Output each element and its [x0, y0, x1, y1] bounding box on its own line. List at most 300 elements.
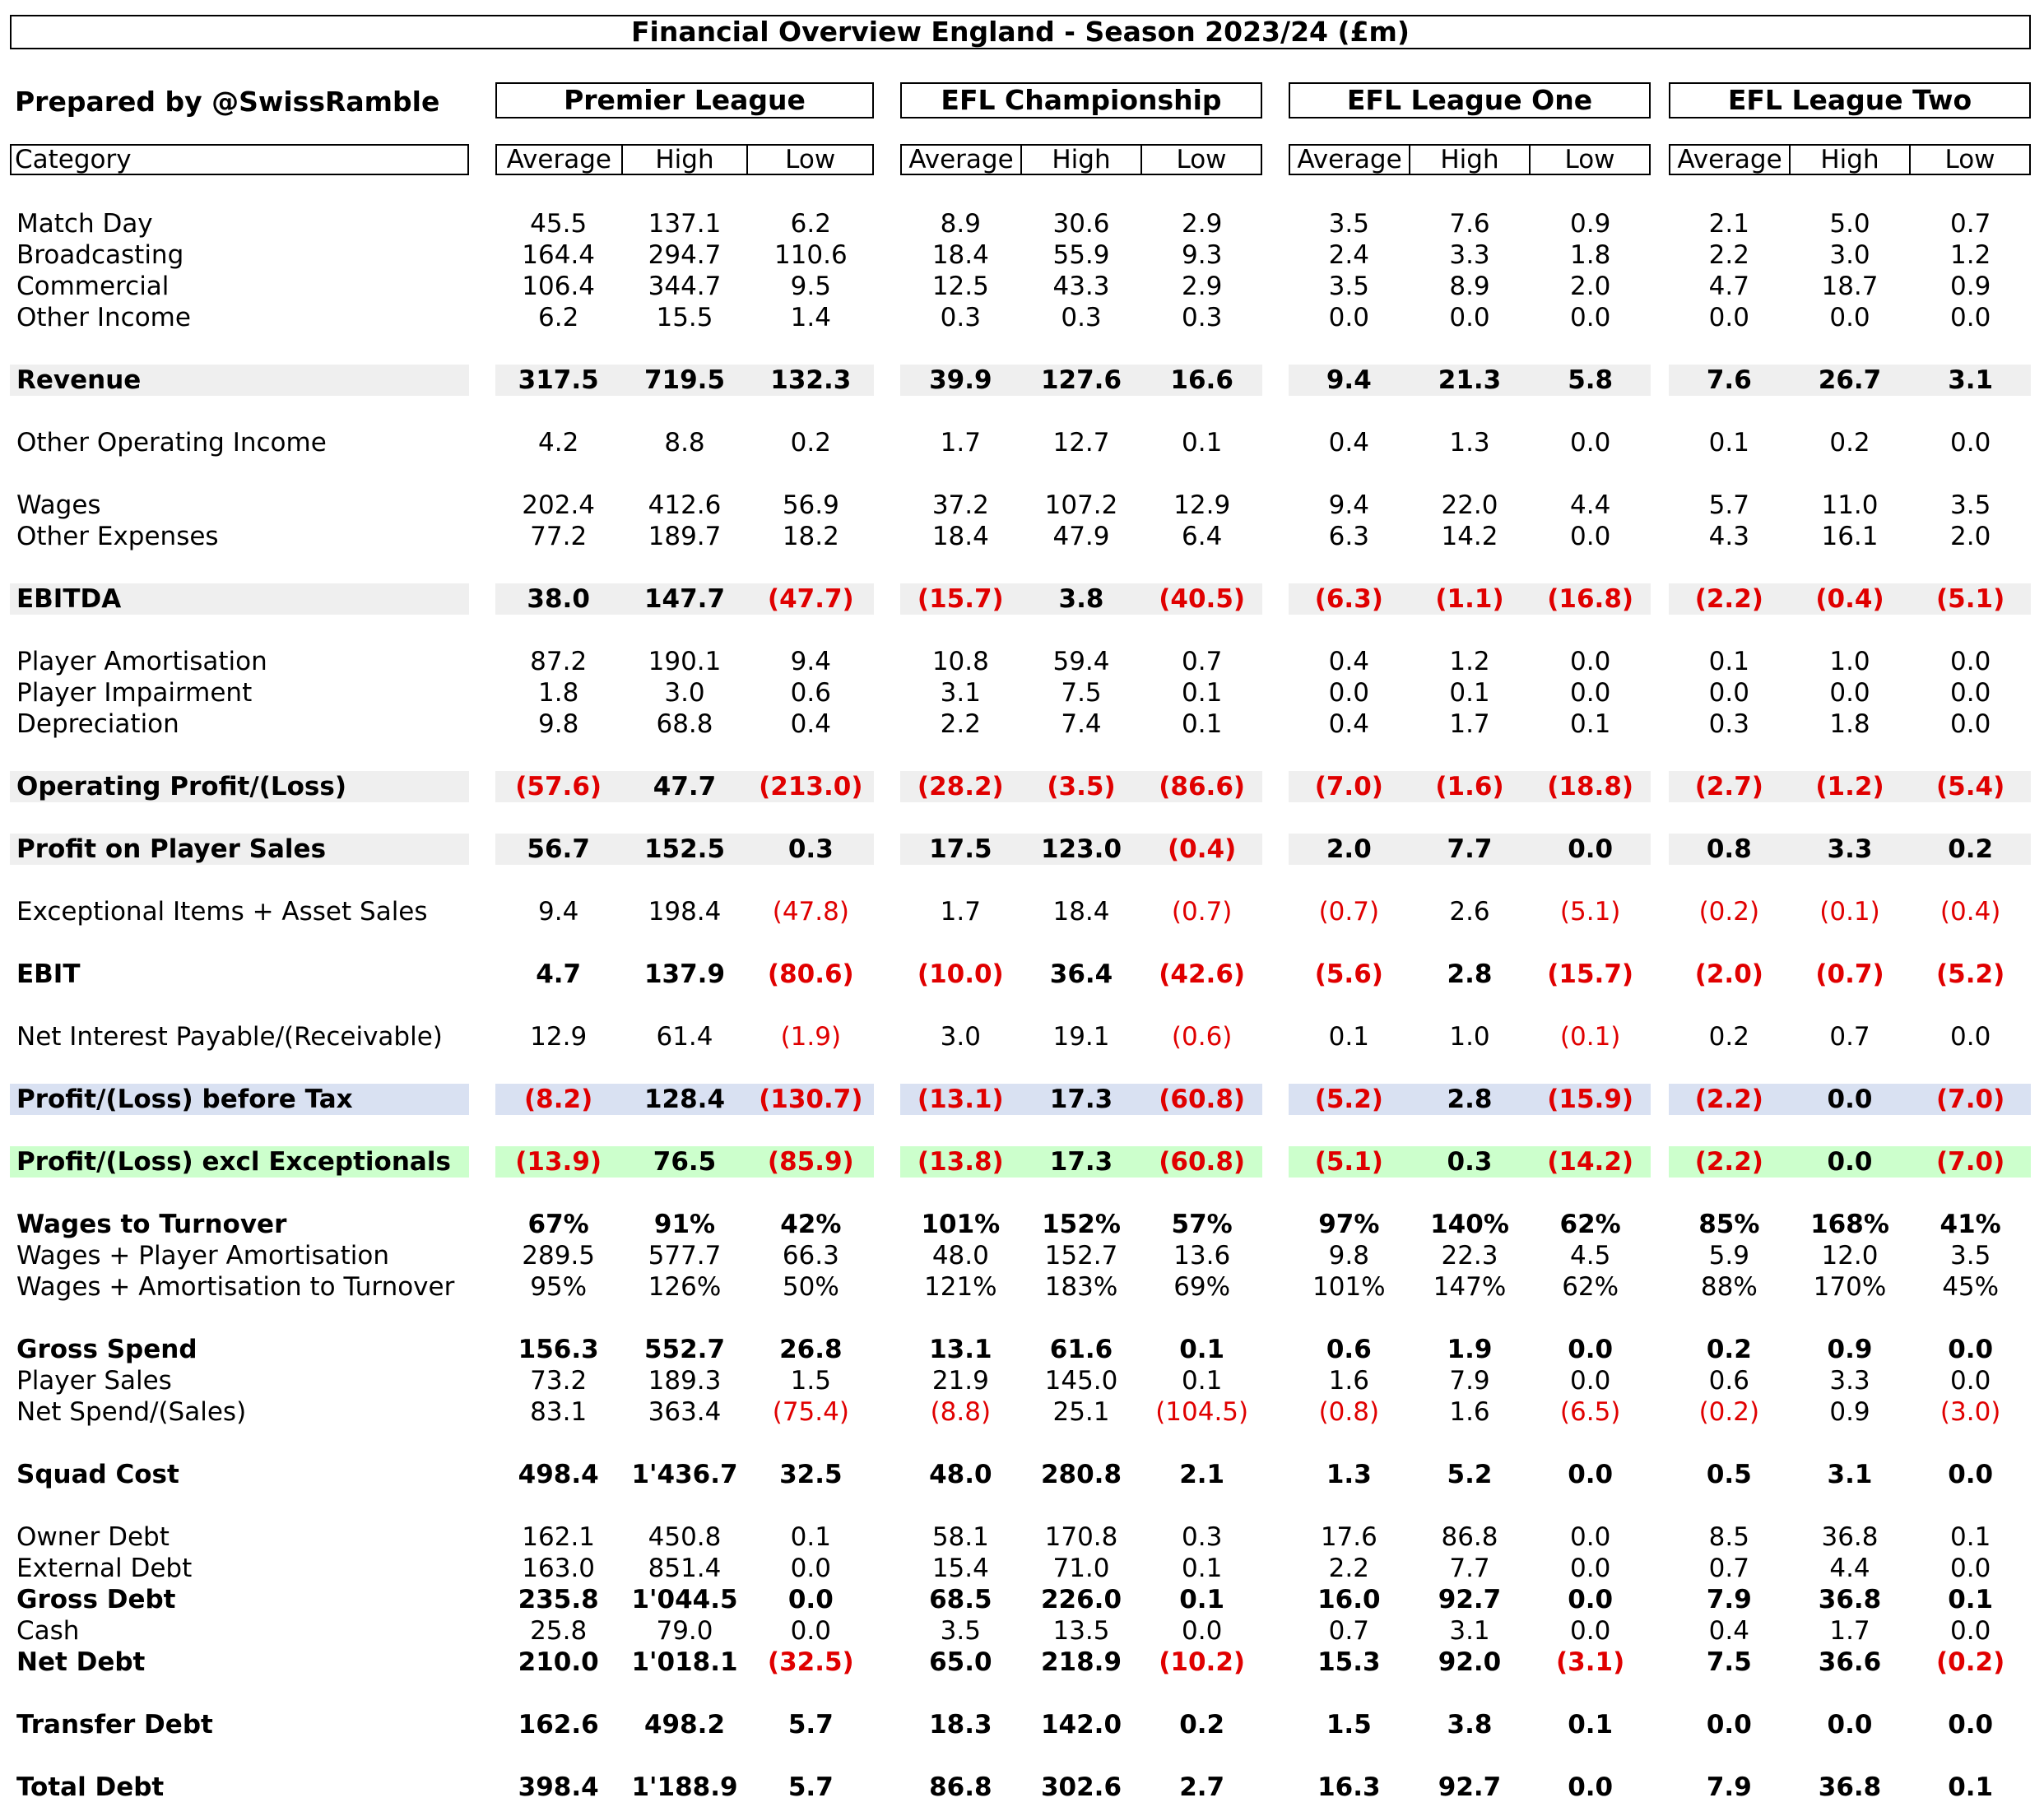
table-cell: 1'018.1 [631, 1647, 738, 1677]
table-cell: 13.1 [929, 1335, 992, 1364]
table-cell: 0.0 [1950, 303, 1991, 332]
table-cell: 164.4 [522, 240, 596, 270]
table-cell: 1.7 [1449, 709, 1490, 739]
table-cell: 0.0 [1570, 647, 1611, 676]
table-cell: 7.6 [1449, 209, 1490, 239]
table-cell: 7.9 [1449, 1366, 1490, 1396]
table-cell: (13.1) [917, 1085, 1004, 1114]
table-cell: 0.3 [787, 834, 834, 864]
table-cell: 2.0 [1570, 272, 1611, 301]
table-cell: 0.0 [1950, 1554, 1991, 1583]
table-cell: 0.2 [1708, 1022, 1749, 1052]
table-cell: 68.8 [656, 709, 713, 739]
table-cell: 0.1 [1568, 1710, 1614, 1740]
table-cell: 0.4 [790, 709, 831, 739]
table-cell: 26.8 [779, 1335, 843, 1364]
table-cell: 280.8 [1040, 1460, 1122, 1489]
table-cell: 0.7 [1328, 1616, 1369, 1646]
table-cell: 107.2 [1044, 490, 1118, 520]
table-cell: (5.2) [1314, 1085, 1383, 1114]
table-cell: 1.7 [940, 428, 981, 458]
table-cell: 45.5 [530, 209, 588, 239]
table-cell: 110.6 [773, 240, 848, 270]
table-cell: 162.1 [522, 1522, 596, 1552]
table-cell: (80.6) [767, 959, 854, 989]
table-cell: 16.3 [1317, 1772, 1381, 1802]
table-cell: (8.2) [524, 1085, 593, 1114]
subheader-average: Average [506, 145, 611, 174]
table-cell: 6.2 [790, 209, 831, 239]
table-cell: 0.0 [1829, 303, 1870, 332]
table-cell: 36.8 [1818, 1585, 1882, 1614]
table-cell: 12.9 [530, 1022, 588, 1052]
table-cell: 17.5 [929, 834, 992, 864]
table-cell: 18.2 [782, 522, 839, 551]
table-cell: 3.8 [1447, 1710, 1493, 1740]
table-cell: 0.0 [1182, 1616, 1223, 1646]
table-cell: 1.9 [1447, 1335, 1493, 1364]
table-cell: 62% [1562, 1272, 1619, 1302]
table-cell: 8.9 [940, 209, 981, 239]
table-cell: 0.0 [1950, 678, 1991, 708]
table-cell: 15.4 [931, 1554, 989, 1583]
table-cell: 226.0 [1040, 1585, 1122, 1614]
table-cell: 0.2 [1179, 1710, 1225, 1740]
row-label-wages-to-turnover: Wages to Turnover [16, 1210, 287, 1239]
row-label-other-operating-income: Other Operating Income [16, 428, 327, 458]
table-cell: 189.7 [648, 522, 722, 551]
table-cell: 0.0 [1708, 303, 1749, 332]
table-cell: 57% [1171, 1210, 1233, 1239]
table-cell: 9.4 [538, 897, 579, 927]
table-cell: 0.5 [1706, 1460, 1752, 1489]
table-cell: (13.9) [515, 1147, 602, 1177]
row-label-net-spend-sales: Net Spend/(Sales) [16, 1397, 247, 1427]
table-cell: 4.4 [1829, 1554, 1870, 1583]
table-cell: 0.0 [1570, 1554, 1611, 1583]
table-cell: 0.0 [1568, 1772, 1614, 1802]
table-cell: 47.7 [653, 772, 717, 801]
table-cell: (130.7) [759, 1085, 863, 1114]
table-cell: 1.8 [1829, 709, 1870, 739]
table-cell: 95% [530, 1272, 588, 1302]
table-cell: 0.0 [1568, 1460, 1614, 1489]
table-cell: 0.0 [790, 1554, 831, 1583]
row-label-revenue: Revenue [16, 365, 142, 395]
table-cell: 22.0 [1441, 490, 1498, 520]
row-label-owner-debt: Owner Debt [16, 1522, 170, 1552]
table-cell: 0.0 [1570, 1366, 1611, 1396]
table-cell: (60.8) [1159, 1147, 1246, 1177]
table-cell: 128.4 [643, 1085, 726, 1114]
row-label-net-debt: Net Debt [16, 1647, 146, 1677]
table-cell: 0.2 [1948, 834, 1994, 864]
row-label-profit-loss-excl-exceptionals: Profit/(Loss) excl Exceptionals [16, 1147, 451, 1177]
table-cell: 0.3 [1061, 303, 1102, 332]
table-cell: 56.7 [527, 834, 590, 864]
table-cell: 198.4 [648, 897, 722, 927]
table-cell: 1.5 [790, 1366, 831, 1396]
table-cell: 0.6 [1708, 1366, 1749, 1396]
table-cell: 1'188.9 [631, 1772, 738, 1802]
table-cell: (47.7) [767, 584, 854, 614]
table-cell: 0.3 [1182, 303, 1223, 332]
subheader-average: Average [1677, 145, 1782, 174]
table-cell: 1.4 [790, 303, 831, 332]
table-cell: 1'044.5 [631, 1585, 738, 1614]
table-cell: 0.1 [1179, 1335, 1225, 1364]
table-cell: 45% [1942, 1272, 2000, 1302]
table-cell: 56.9 [782, 490, 839, 520]
table-cell: 14.2 [1441, 522, 1498, 551]
table-cell: 0.0 [1328, 678, 1369, 708]
table-cell: 12.0 [1821, 1241, 1879, 1270]
row-label-wages-amortisation-to-turnover: Wages + Amortisation to Turnover [16, 1272, 455, 1302]
table-cell: 577.7 [648, 1241, 722, 1270]
table-cell: 0.0 [1568, 1335, 1614, 1364]
table-cell: 202.4 [522, 490, 596, 520]
table-cell: 55.9 [1052, 240, 1110, 270]
table-cell: 48.0 [929, 1460, 992, 1489]
table-cell: 36.6 [1818, 1647, 1882, 1677]
table-cell: 58.1 [931, 1522, 989, 1552]
table-cell: 5.7 [787, 1710, 834, 1740]
table-cell: 17.6 [1320, 1522, 1377, 1552]
row-label-commercial: Commercial [16, 272, 170, 301]
table-cell: 123.0 [1040, 834, 1122, 864]
table-cell: 3.3 [1827, 834, 1873, 864]
table-cell: 168% [1810, 1210, 1889, 1239]
table-cell: 0.0 [1570, 303, 1611, 332]
table-cell: (0.8) [1318, 1397, 1380, 1427]
table-cell: 26.7 [1818, 365, 1882, 395]
table-cell: (2.7) [1694, 772, 1763, 801]
table-cell: 0.0 [787, 1585, 834, 1614]
table-cell: (15.7) [1547, 959, 1634, 989]
table-cell: 126% [648, 1272, 722, 1302]
table-cell: 7.6 [1706, 365, 1752, 395]
table-cell: 42% [780, 1210, 842, 1239]
table-cell: 0.1 [1948, 1772, 1994, 1802]
table-cell: 0.0 [1827, 1147, 1873, 1177]
table-cell: (18.8) [1547, 772, 1634, 801]
table-cell: 2.9 [1182, 209, 1223, 239]
table-cell: (1.1) [1435, 584, 1504, 614]
table-cell: 0.0 [1570, 1616, 1611, 1646]
table-cell: 0.0 [1948, 1460, 1994, 1489]
table-cell: 294.7 [648, 240, 722, 270]
table-cell: 83.1 [530, 1397, 588, 1427]
table-cell: 92.0 [1438, 1647, 1502, 1677]
table-cell: 3.5 [1328, 209, 1369, 239]
table-cell: 0.1 [1182, 1366, 1223, 1396]
table-cell: 25.8 [530, 1616, 588, 1646]
table-cell: 3.5 [1328, 272, 1369, 301]
league-header-premier-league: Premier League [495, 82, 874, 118]
table-cell: 7.7 [1449, 1554, 1490, 1583]
table-cell: (5.1) [1314, 1147, 1383, 1177]
subheader-average: Average [1297, 145, 1402, 174]
table-cell: 0.0 [1568, 834, 1614, 864]
table-cell: 289.5 [522, 1241, 596, 1270]
table-cell: 3.5 [1950, 490, 1991, 520]
table-cell: 16.1 [1821, 522, 1879, 551]
subheader-low: Low [1140, 146, 1261, 174]
table-cell: 1.6 [1449, 1397, 1490, 1427]
table-cell: (0.7) [1318, 897, 1380, 927]
table-cell: 2.2 [1708, 240, 1749, 270]
table-cell: 0.1 [1708, 647, 1749, 676]
table-cell: 2.2 [1328, 1554, 1369, 1583]
row-label-profit-loss-before-tax: Profit/(Loss) before Tax [16, 1085, 353, 1114]
table-cell: 4.5 [1570, 1241, 1611, 1270]
table-cell: (3.0) [1939, 1397, 2001, 1427]
table-cell: 9.8 [1328, 1241, 1369, 1270]
table-cell: 3.8 [1058, 584, 1104, 614]
table-cell: 127.6 [1040, 365, 1122, 395]
table-cell: 2.8 [1447, 1085, 1493, 1114]
table-cell: 145.0 [1044, 1366, 1118, 1396]
table-cell: 88% [1700, 1272, 1758, 1302]
table-cell: 7.9 [1706, 1772, 1752, 1802]
table-cell: 137.9 [643, 959, 726, 989]
table-cell: 2.1 [1179, 1460, 1225, 1489]
table-cell: 3.0 [1829, 240, 1870, 270]
table-cell: 18.4 [1052, 897, 1110, 927]
table-cell: 39.9 [929, 365, 992, 395]
table-cell: 0.1 [790, 1522, 831, 1552]
row-label-ebit: EBIT [16, 959, 81, 989]
table-cell: 302.6 [1040, 1772, 1122, 1802]
table-cell: 498.4 [518, 1460, 599, 1489]
table-cell: (7.0) [1936, 1085, 2005, 1114]
table-cell: 6.4 [1182, 522, 1223, 551]
table-cell: 19.1 [1052, 1022, 1110, 1052]
table-cell: 17.3 [1049, 1085, 1113, 1114]
table-cell: (2.2) [1694, 1147, 1763, 1177]
table-cell: 32.5 [779, 1460, 843, 1489]
table-cell: 5.9 [1708, 1241, 1749, 1270]
table-cell: 3.3 [1449, 240, 1490, 270]
table-cell: 851.4 [648, 1554, 722, 1583]
table-cell: 0.1 [1182, 428, 1223, 458]
row-label-gross-spend: Gross Spend [16, 1335, 197, 1364]
table-cell: 37.2 [931, 490, 989, 520]
table-cell: 21.3 [1438, 365, 1502, 395]
table-cell: 3.0 [664, 678, 705, 708]
row-label-external-debt: External Debt [16, 1554, 193, 1583]
table-cell: (7.0) [1314, 772, 1383, 801]
table-cell: 25.1 [1052, 1397, 1110, 1427]
table-cell: 0.0 [1449, 303, 1490, 332]
table-cell: 0.9 [1950, 272, 1991, 301]
table-cell: (13.8) [917, 1147, 1004, 1177]
table-cell: (5.4) [1936, 772, 2005, 801]
table-cell: 0.2 [1829, 428, 1870, 458]
table-cell: 0.9 [1827, 1335, 1873, 1364]
table-cell: (0.7) [1815, 959, 1884, 989]
subheader-row [1669, 144, 2031, 175]
table-cell: 101% [1312, 1272, 1386, 1302]
table-cell: 235.8 [518, 1585, 599, 1614]
table-cell: 0.0 [1708, 678, 1749, 708]
table-cell: 147.7 [643, 584, 726, 614]
table-cell: (0.2) [1698, 1397, 1760, 1427]
table-cell: 8.9 [1449, 272, 1490, 301]
table-cell: (104.5) [1155, 1397, 1249, 1427]
table-cell: (0.4) [1939, 897, 2001, 927]
table-cell: 0.7 [1950, 209, 1991, 239]
table-cell: 48.0 [931, 1241, 989, 1270]
row-label-cash: Cash [16, 1616, 80, 1646]
table-cell: 61.6 [1049, 1335, 1113, 1364]
subheader-average: Average [908, 145, 1014, 174]
table-cell: 85% [1698, 1210, 1760, 1239]
table-cell: (57.6) [515, 772, 602, 801]
table-cell: 18.4 [931, 522, 989, 551]
table-cell: 59.4 [1052, 647, 1110, 676]
table-cell: 183% [1044, 1272, 1118, 1302]
row-label-player-impairment: Player Impairment [16, 678, 253, 708]
prepared-by: Prepared by @SwissRamble [15, 86, 440, 118]
league-header-efl-league-one: EFL League One [1289, 82, 1651, 118]
table-cell: 398.4 [518, 1772, 599, 1802]
table-cell: 91% [653, 1210, 716, 1239]
table-cell: 140% [1430, 1210, 1509, 1239]
table-cell: 2.1 [1708, 209, 1749, 239]
table-cell: 79.0 [656, 1616, 713, 1646]
table-cell: 218.9 [1040, 1647, 1122, 1677]
table-cell: 0.0 [1706, 1710, 1752, 1740]
table-cell: 7.4 [1061, 709, 1102, 739]
table-cell: 86.8 [929, 1772, 992, 1802]
table-cell: 0.7 [1182, 647, 1223, 676]
table-cell: 0.0 [1827, 1710, 1873, 1740]
table-cell: 156.3 [518, 1335, 599, 1364]
table-cell: 363.4 [648, 1397, 722, 1427]
table-cell: 1.2 [1449, 647, 1490, 676]
subheader-row [495, 144, 874, 175]
row-label-total-debt: Total Debt [16, 1772, 165, 1802]
page-title: Financial Overview England - Season 2023/24 (£m) [10, 15, 2031, 49]
table-cell: 5.7 [787, 1772, 834, 1802]
table-cell: 50% [782, 1272, 839, 1302]
row-label-wages: Wages [16, 490, 101, 520]
table-cell: 2.4 [1328, 240, 1369, 270]
table-cell: 61.4 [656, 1022, 713, 1052]
table-cell: (0.4) [1815, 584, 1884, 614]
table-cell: 6.2 [538, 303, 579, 332]
table-cell: (10.0) [917, 959, 1004, 989]
table-cell: 0.1 [1182, 678, 1223, 708]
table-cell: 15.5 [656, 303, 713, 332]
table-cell: 9.4 [1326, 365, 1372, 395]
table-cell: 0.0 [1570, 678, 1611, 708]
table-cell: 1.7 [940, 897, 981, 927]
table-cell: 87.2 [530, 647, 588, 676]
table-cell: 7.9 [1706, 1585, 1752, 1614]
table-cell: (1.9) [780, 1022, 842, 1052]
table-cell: 47.9 [1052, 522, 1110, 551]
table-cell: 1.8 [1570, 240, 1611, 270]
table-cell: (32.5) [767, 1647, 854, 1677]
table-cell: 0.0 [1570, 428, 1611, 458]
table-cell: (5.1) [1559, 897, 1621, 927]
table-cell: (6.5) [1559, 1397, 1621, 1427]
table-cell: 0.3 [1182, 1522, 1223, 1552]
table-cell: (1.2) [1815, 772, 1884, 801]
table-cell: 1.2 [1950, 240, 1991, 270]
table-cell: 0.1 [1708, 428, 1749, 458]
table-cell: 106.4 [522, 272, 596, 301]
table-cell: (14.2) [1547, 1147, 1634, 1177]
subheader-high: High [1409, 146, 1529, 174]
table-cell: (3.1) [1556, 1647, 1625, 1677]
table-cell: 0.1 [1570, 709, 1611, 739]
table-cell: 68.5 [929, 1585, 992, 1614]
table-cell: 0.0 [1328, 303, 1369, 332]
table-cell: (0.4) [1168, 834, 1237, 864]
table-cell: 5.0 [1829, 209, 1870, 239]
table-cell: 3.1 [1948, 365, 1994, 395]
subheader-high: High [621, 146, 747, 174]
table-cell: 0.4 [1328, 709, 1369, 739]
table-cell: 3.1 [1449, 1616, 1490, 1646]
table-cell: 0.6 [790, 678, 831, 708]
table-cell: 0.4 [1328, 647, 1369, 676]
table-cell: 10.8 [931, 647, 989, 676]
table-cell: 38.0 [527, 584, 590, 614]
table-cell: (5.2) [1936, 959, 2005, 989]
table-cell: 92.7 [1438, 1585, 1502, 1614]
table-cell: 0.2 [790, 428, 831, 458]
table-cell: 0.0 [1948, 1335, 1994, 1364]
table-cell: (47.8) [772, 897, 849, 927]
subheader-low: Low [1529, 146, 1649, 174]
table-cell: 0.3 [940, 303, 981, 332]
table-cell: (2.2) [1694, 584, 1763, 614]
row-label-depreciation: Depreciation [16, 709, 179, 739]
table-cell: 71.0 [1052, 1554, 1110, 1583]
table-cell: 7.5 [1061, 678, 1102, 708]
table-cell: 1.3 [1326, 1460, 1372, 1489]
subheader-low: Low [746, 146, 872, 174]
table-cell: 16.6 [1170, 365, 1233, 395]
table-cell: (5.6) [1314, 959, 1383, 989]
table-cell: 152.5 [643, 834, 726, 864]
table-cell: 97% [1318, 1210, 1380, 1239]
table-cell: 92.7 [1438, 1772, 1502, 1802]
subheader-row [900, 144, 1262, 175]
table-cell: 9.4 [1328, 490, 1369, 520]
table-cell: 9.8 [538, 709, 579, 739]
table-cell: 498.2 [643, 1710, 726, 1740]
table-cell: (2.0) [1694, 959, 1763, 989]
row-label-broadcasting: Broadcasting [16, 240, 184, 270]
table-cell: (0.2) [1698, 897, 1760, 927]
table-cell: (28.2) [917, 772, 1004, 801]
league-header-efl-championship: EFL Championship [900, 82, 1262, 118]
row-label-ebitda: EBITDA [16, 584, 122, 614]
table-cell: 18.7 [1821, 272, 1879, 301]
table-cell: 0.0 [1948, 1710, 1994, 1740]
table-cell: 36.8 [1821, 1522, 1879, 1552]
table-cell: 0.1 [1950, 1522, 1991, 1552]
table-cell: (0.1) [1819, 897, 1880, 927]
table-cell: (2.2) [1694, 1085, 1763, 1114]
table-cell: 11.0 [1821, 490, 1879, 520]
table-cell: 5.2 [1447, 1460, 1493, 1489]
